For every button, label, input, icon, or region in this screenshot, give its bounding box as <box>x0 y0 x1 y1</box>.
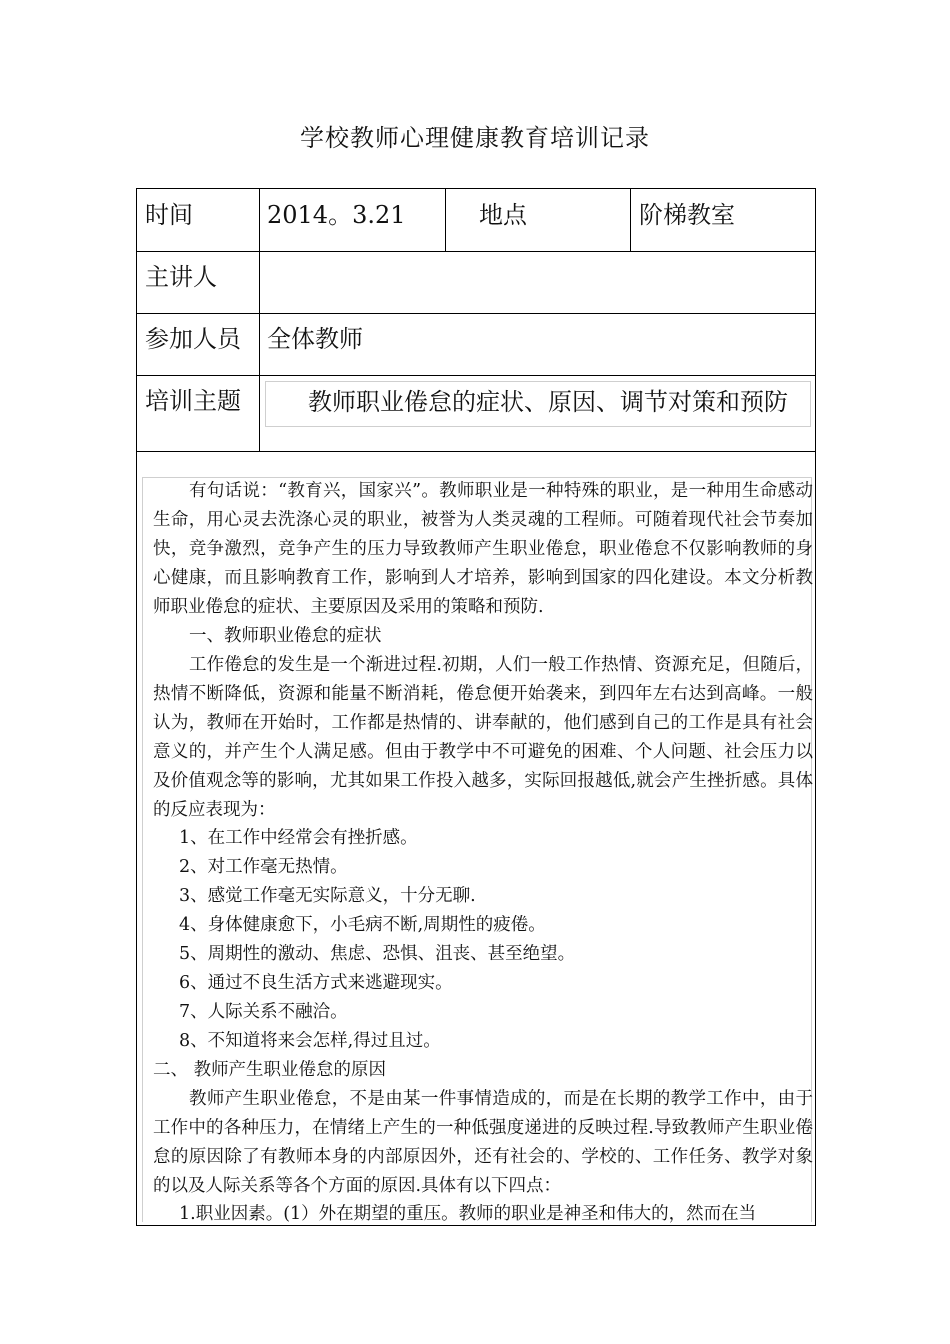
list-item: 6、通过不良生活方式来逃避现实。 <box>179 973 453 993</box>
list-item: 4、身体健康愈下，小毛病不断,周期性的疲倦。 <box>179 915 546 935</box>
causes-paragraph: 教师产生职业倦怠，不是由某一件事情造成的，而是在长期的教学工作中，由于工作中的各种压力，在情绪上产生的一种低强度递进的反映过程.导致教师产生职业倦怠的原因除了有教师本身的内部原因外，还有社会的、学校的、工作任务、教学对象的以及人际关系等各个方面的原因.具体有以下四点： <box>153 1089 813 1196</box>
participants-value: 全体教师 <box>267 325 363 353</box>
section-heading: 二、 教师产生职业倦怠的原因 <box>153 1060 387 1080</box>
row-divider <box>137 251 815 252</box>
section-heading: 一、教师职业倦怠的症状 <box>189 626 382 646</box>
place-label: 地点 <box>479 201 527 229</box>
column-divider <box>630 189 631 251</box>
theme-value: 教师职业倦怠的症状、原因、调节对策和预防 <box>308 388 788 416</box>
theme-label: 培训主题 <box>145 387 241 415</box>
page-title: 学校教师心理健康教育培训记录 <box>300 124 650 152</box>
intro-paragraph: 有句话说：“教育兴，国家兴”。教师职业是一种特殊的职业，是一种用生命感动生命，用心灵去洗涤心灵的职业，被誉为人类灵魂的工程师。可随着现代社会节奏加快，竞争激烈，竞争产生的压力导致教师产生职业倦怠，职业倦怠不仅影响教师的身心健康，而且影响教育工作，影响到人才培养，影响到国家的四化建设。本文分析教师职业倦怠的症状、主要原因及采用的策略和预防. <box>153 481 813 617</box>
list-item: 3、感觉工作毫无实际意义，十分无聊. <box>179 886 476 906</box>
time-value: 2014。3.21 <box>267 201 406 229</box>
causes-first-point: 1.职业因素。(1）外在期望的重压。教师的职业是神圣和伟大的，然而在当 <box>179 1204 757 1224</box>
row-divider <box>137 313 815 314</box>
training-record-table <box>136 188 816 1226</box>
speaker-label: 主讲人 <box>145 263 217 291</box>
row-divider <box>137 375 815 376</box>
list-item: 1、在工作中经常会有挫折感。 <box>179 828 418 848</box>
column-divider <box>259 189 260 451</box>
symptoms-paragraph: 工作倦怠的发生是一个渐进过程.初期，人们一般工作热情、资源充足，但随后，热情不断降低，资源和能量不断消耗，倦怠便开始袭来，到四年左右达到高峰。一般认为，教师在开始时，工作都是热情的、讲奉献的，他们感到自己的工作是具有社会意义的，并产生个人满足感。但由于教学中不可避免的困难、个人问题、社会压力以及价值观念等的影响，尤其如果工作投入越多，实际回报越低,就会产生挫折感。具体的反应表现为： <box>153 655 813 820</box>
list-item: 2、对工作毫无热情。 <box>179 857 348 877</box>
column-divider <box>445 189 446 251</box>
content-area <box>142 477 812 1222</box>
theme-field <box>265 381 811 427</box>
participants-label: 参加人员 <box>145 325 241 353</box>
list-item: 8、不知道将来会怎样,得过且过。 <box>179 1031 441 1051</box>
list-item: 5、周期性的激动、焦虑、恐惧、沮丧、甚至绝望。 <box>179 944 576 964</box>
list-item: 7、人际关系不融洽。 <box>179 1002 348 1022</box>
place-value: 阶梯教室 <box>639 201 735 229</box>
time-label: 时间 <box>145 201 193 229</box>
row-divider <box>137 451 815 452</box>
